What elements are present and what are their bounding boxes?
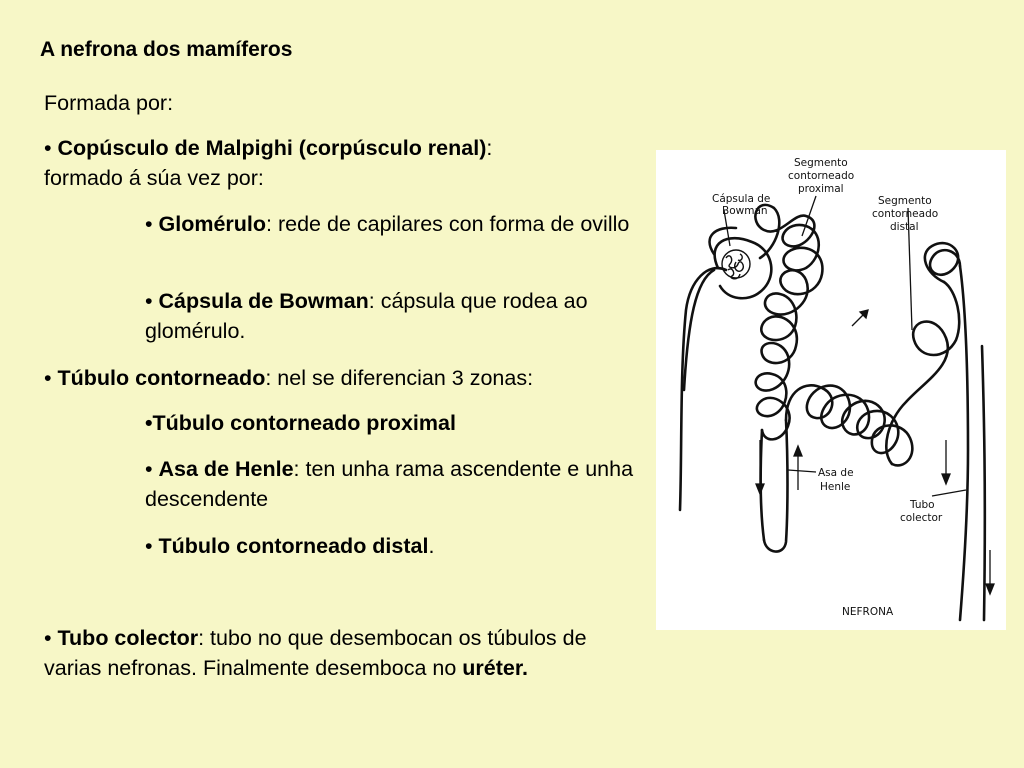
henle-term: Asa de Henle xyxy=(158,457,294,481)
label-nefrona: NEFRONA xyxy=(842,606,894,618)
bullet-corpusculo-desc: formado á súa vez por: xyxy=(44,166,264,190)
bullet-mark: • xyxy=(44,626,58,650)
slide-title: A nefrona dos mamíferos xyxy=(40,38,293,61)
diagram-background xyxy=(656,150,1006,630)
distal-term: Túbulo contorneado distal xyxy=(158,534,429,558)
tubulo-term: Túbulo contorneado xyxy=(57,366,266,390)
sub-bullet-glomerulo xyxy=(145,209,645,239)
glomerulo-term: Glomérulo xyxy=(158,212,267,236)
bullet-corpusculo-colon: : xyxy=(486,136,493,160)
label-proximal-2: contorneado xyxy=(788,170,855,182)
bullet-mark: • xyxy=(145,289,159,313)
bullet-mark: • xyxy=(145,457,159,481)
label-capsula-1: Cápsula de xyxy=(712,193,771,205)
sub-bullet-henle xyxy=(145,454,645,514)
bullet-mark: • xyxy=(44,136,58,160)
distal-dot: . xyxy=(428,534,435,558)
bullet-mark: • xyxy=(145,212,159,236)
nephron-illustration xyxy=(656,150,1006,630)
nephron-diagram xyxy=(656,150,1006,630)
label-proximal-3: proximal xyxy=(798,183,844,195)
henle-desc: : ten unha rama ascendente e unha descendente xyxy=(145,457,634,511)
tubo-colector-term: Tubo colector xyxy=(57,626,199,650)
ureter-term: uréter. xyxy=(462,656,529,680)
capsula-term: Cápsula de Bowman xyxy=(158,289,369,313)
label-distal-1: Segmento xyxy=(878,195,932,207)
label-distal-3: distal xyxy=(890,221,919,233)
label-henle-2: Henle xyxy=(820,481,851,493)
tubulo-desc: : nel se diferencian 3 zonas: xyxy=(265,366,534,390)
label-distal-2: contorneado xyxy=(872,208,939,220)
label-proximal-1: Segmento xyxy=(794,157,848,169)
sub-bullet-distal xyxy=(145,531,645,561)
label-henle-1: Asa de xyxy=(818,467,854,479)
tubo-colector-desc: : tubo no que desembocan os túbulos de varias nefronas. Finalmente desemboca no xyxy=(44,626,587,680)
label-capsula-2: Bowman xyxy=(722,205,768,217)
bullet-mark: • xyxy=(44,366,58,390)
glomerulo-desc: : rede de capilares con forma de ovillo xyxy=(266,212,630,236)
bullet-tubo-colector xyxy=(44,623,634,683)
sub-bullet-proximal: •Túbulo contorneado proximal xyxy=(145,411,456,435)
sub-bullet-capsula xyxy=(145,286,645,346)
label-tubo-2: colector xyxy=(900,512,943,524)
bullet-corpusculo xyxy=(44,133,634,193)
bullet-corpusculo-term: Copúsculo de Malpighi (corpúsculo renal) xyxy=(57,136,487,160)
capsula-desc: : cápsula que rodea ao glomérulo. xyxy=(145,289,588,343)
bullet-tubulo xyxy=(44,363,634,393)
intro-text: Formada por: xyxy=(44,91,174,115)
label-tubo-1: Tubo xyxy=(910,499,935,511)
bullet-mark: • xyxy=(145,534,159,558)
